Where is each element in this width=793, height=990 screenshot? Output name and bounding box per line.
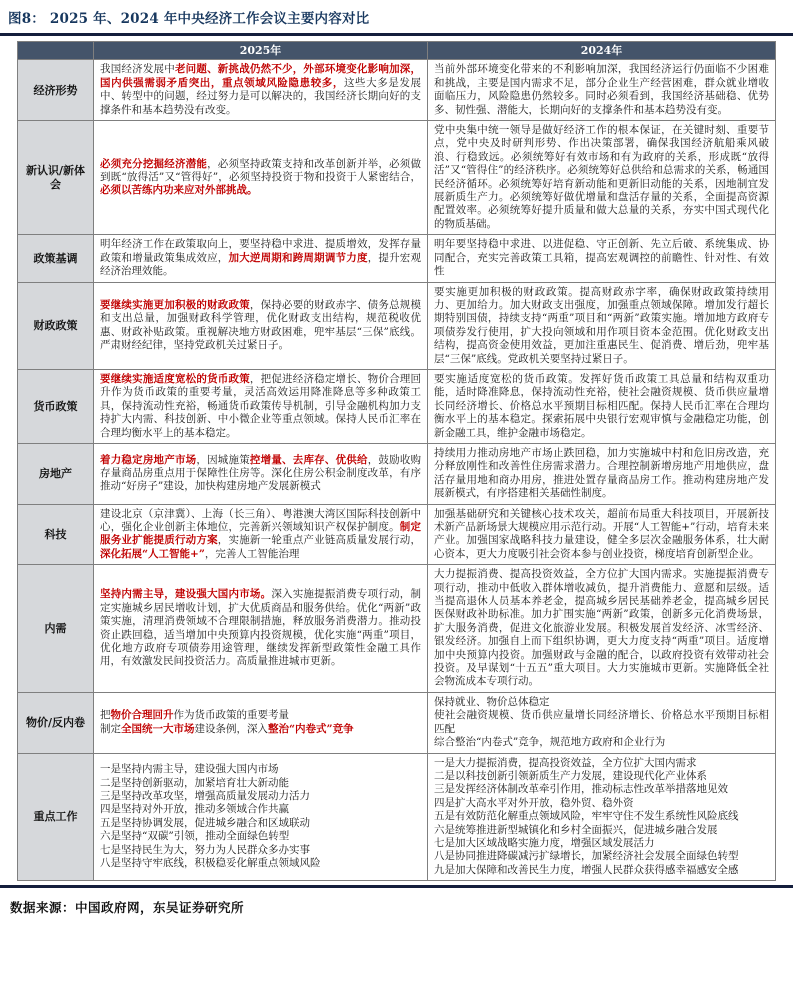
table-row (18, 753, 776, 881)
body-text: 保持就业、物价总体稳定 (434, 695, 550, 708)
cell-paragraph (100, 723, 421, 736)
cell-paragraph (434, 824, 769, 837)
table-row (18, 565, 776, 693)
comparison-table (17, 41, 776, 881)
cell-paragraph (100, 63, 421, 117)
highlighted-text: 要继续实施更加积极的财政政策 (100, 298, 250, 311)
highlighted-text: 全国统一大市场 (121, 722, 195, 735)
body-text: 这些大多是发展中、转型中的问题，经过努力是可以解决的，我国经济长期向好的支撑条件和基本趋势没有改变。 (100, 76, 422, 116)
cell-2024 (428, 753, 776, 881)
table-row (18, 443, 776, 504)
cell-paragraph (100, 790, 421, 803)
cell-2024 (428, 121, 776, 235)
cell-paragraph (100, 817, 421, 830)
cell-2024 (428, 692, 776, 753)
highlighted-text: 老问题、新挑战仍然不少，外部环境变化影响加深，国内供强需弱矛盾突出，重点领域风险隐患较多， (100, 63, 422, 89)
body-text: ，保持必要的财政赤字、债务总规模和支出总量，加强财政科学管理，优化财政支出结构，规范税收优惠、财政补贴政策。重视解决地方财政困难，兜牢基层“三保”底线。严肃财经纪律，坚持党政机关过紧日子。 (100, 298, 422, 352)
figure-title: 图8： 2025 年、2024 年中央经济工作会议主要内容对比 (8, 11, 370, 27)
cell-2024 (428, 565, 776, 693)
body-text: ，完善人工智能治理 (204, 547, 300, 560)
body-text: 九是加大保障和改善民生力度，增强人民群众获得感幸福感安全感 (434, 863, 739, 876)
cell-paragraph (434, 373, 769, 440)
row-label: 经济形势 (18, 60, 94, 121)
header-2025: 2025年 (94, 42, 428, 60)
highlighted-text: 物价合理回升 (110, 709, 174, 722)
body-text: 五是坚持协调发展，促进城乡融合和区域联动 (100, 816, 310, 829)
cell-paragraph (100, 844, 421, 857)
table-row (18, 504, 776, 565)
body-text: 我国经济发展中 (100, 63, 175, 76)
body-text: ，把促进经济稳定增长、物价合理回升作为货币政策的重要考量，灵活高效运用降准降息等多种政策工具，保持流动性充裕，畅通货币政策传导机制，引导金融机构加力支持扩大内需、科技创新、中小微企业等重点领域。保持人民币汇率在合理均衡水平上的基本稳定。 (100, 372, 422, 439)
body-text: 明年要坚持稳中求进、以进促稳、守正创新、先立后破、系统集成、协同配合，充实完善政策工具箱，提高宏观调控的前瞻性、针对性、有效性 (434, 238, 769, 278)
header-empty-cell (18, 42, 94, 60)
cell-paragraph (434, 736, 769, 749)
cell-2025 (94, 282, 428, 369)
cell-2025 (94, 504, 428, 565)
row-label: 货币政策 (18, 369, 94, 443)
highlighted-text: 加大逆周期和跨周期调节力度 (228, 251, 368, 264)
body-text: 当前外部环境变化带来的不利影响加深，我国经济运行仍面临不少困难和挑战，主要是国内需求不足，部分企业生产经营困难，群众就业增收面临压力，风险隐患仍然较多。同时必须看到，我国经济基础稳、优势多、韧性强、潜能大，长期向好的支撑条件和基本趋势没有变。 (434, 63, 769, 116)
cell-2024 (428, 443, 776, 504)
body-text: 一是大力提振消费，提高投资效益，全方位扩大国内需求 (434, 756, 697, 769)
cell-2025 (94, 60, 428, 121)
cell-paragraph (434, 770, 769, 783)
table-row (18, 235, 776, 282)
cell-2025 (94, 121, 428, 235)
cell-2025 (94, 369, 428, 443)
body-text: 一是坚持内需主导，建设强大国内市场 (100, 763, 279, 776)
body-text: 要实施适度宽松的货币政策。发挥好货币政策工具总量和结构双重功能，适时降准降息，保持流动性充裕，使社会融资规模、货币供应量增长同经济增长、价格总水平预期目标相匹配。保持人民币汇率在合理均衡水平上的基本稳定。探索拓展中央银行宏观审慎与金融稳定功能，创新金融工具，维护金融市场稳定。 (434, 372, 769, 439)
body-text: 大力提振消费、提高投资效益，全方位扩大国内需求。实施提振消费专项行动，推动中低收入群体增收减负，提升消费能力、意愿和层级。适当提高退休人员基本养老金，提高城乡居民基础养老金，提高城乡居民医保财政补助标准。加力扩围实施“两新”政策，创新多元化消费场景，扩大服务消费，促进文化旅游业发展。积极发展首发经济、冰雪经济、银发经济。加强自上而下组织协调，更大力度支持“两重”项目。适度增加中央预算内投资。加强财政与金融的配合，以政府投资有效带动社会投资。及早谋划“十五五”重大项目。大力实施城市更新。实施降低全社会物流成本专项行动。 (434, 568, 769, 688)
body-text: 作为货币政策的重要考量 (173, 709, 289, 722)
body-text: 使社会融资规模、货币供应量增长同经济增长、价格总水平预期目标相匹配 (434, 709, 769, 735)
highlighted-text: 深化拓展“人工智能+” (100, 547, 205, 560)
body-text: 制定 (100, 722, 121, 735)
body-text: 五是有效防范化解重点领域风险，牢牢守住不发生系统性风险底线 (434, 810, 739, 823)
highlighted-text: 要继续实施适度宽松的货币政策 (100, 372, 250, 385)
cell-paragraph (434, 783, 769, 796)
highlighted-text: 整治“内卷式”竞争 (268, 722, 354, 735)
cell-2025 (94, 753, 428, 881)
body-text: ，实施新一轮重点产业链高质量发展行动， (217, 534, 422, 547)
cell-paragraph (434, 757, 769, 770)
cell-paragraph (434, 810, 769, 823)
data-source: 数据来源：中国政府网，东吴证券研究所 (10, 900, 245, 916)
table-row (18, 369, 776, 443)
highlighted-text: 必须充分挖掘经济潜能 (100, 157, 208, 170)
cell-paragraph (100, 830, 421, 843)
table-row (18, 692, 776, 753)
cell-paragraph (100, 857, 421, 870)
highlighted-text: 制定服务业扩能提质行动方案 (100, 521, 422, 547)
row-label: 重点工作 (18, 753, 94, 881)
cell-2024 (428, 504, 776, 565)
table-row (18, 282, 776, 369)
body-text: 八是坚持守牢底线，积极稳妥化解重点领域风险 (100, 857, 321, 870)
cell-paragraph (434, 238, 769, 278)
highlighted-text: 坚持内需主导，建设强大国内市场。 (100, 588, 272, 601)
cell-paragraph (100, 373, 421, 440)
cell-paragraph (100, 299, 421, 353)
body-text: 八是协同推进降碳减污扩绿增长，加紧经济社会发展全面绿色转型 (434, 850, 739, 863)
body-text: 四是扩大高水平对外开放，稳外贸、稳外资 (434, 796, 634, 809)
cell-paragraph (434, 568, 769, 689)
body-text: 七是加大区域战略实施力度，增强区域发展活力 (434, 836, 655, 849)
body-text: 二是以科技创新引领新质生产力发展，建设现代化产业体系 (434, 769, 707, 782)
cell-paragraph (100, 238, 421, 278)
body-text: 三是坚持改革攻坚，增强高质量发展动力活力 (100, 790, 310, 803)
row-label: 科技 (18, 504, 94, 565)
cell-paragraph (434, 124, 769, 231)
body-text: 四是坚持对外开放，推动多领域合作共赢 (100, 803, 289, 816)
body-text: ，必须坚持政策支持和改革创新并举，必须做到既“放得活”又“管得好”，必须坚持投资于物和投资于人紧密结合， (100, 157, 422, 183)
body-text: 党中央集中统一领导是做好经济工作的根本保证，在关键时刻、重要节点，党中央及时研判形势、作出决策部署，确保我国经济航船乘风破浪、行稳致远。必须统筹好有效市场和有为政府的关系，形成既“放得活”又“管得住”的经济秩序。必须统筹好总供给和总需求的关系，畅通国民经济循环。必须统筹好培育新动能和更新旧动能的关系，因地制宜发展新质生产力。必须统筹好做优增量和盘活存量的关系，全面提高资源配置效率。必须统筹好提升质量和做大总量的关系，夯实中国式现代化的物质基础。 (434, 124, 769, 230)
body-text: 把 (100, 709, 111, 722)
body-text: 三是发挥经济体制改革牵引作用，推动标志性改革举措落地见效 (434, 783, 728, 796)
table-row (18, 60, 776, 121)
cell-2025 (94, 692, 428, 753)
cell-2024 (428, 369, 776, 443)
cell-paragraph (434, 63, 769, 117)
cell-paragraph (434, 709, 769, 736)
cell-paragraph (434, 508, 769, 562)
table-header-row (18, 42, 776, 60)
body-text: 建设北京（京津冀）、上海（长三角）、粤港澳大湾区国际科技创新中心，强化企业创新主体地位，完善新兴领域知识产权保护制度。 (100, 507, 421, 533)
row-label: 物价/反内卷 (18, 692, 94, 753)
body-text: 六是统筹推进新型城镇化和乡村全面振兴，促进城乡融合发展 (434, 823, 718, 836)
body-text: 综合整治“内卷式”竞争，规范地方政府和企业行为 (434, 736, 666, 749)
cell-2025 (94, 235, 428, 282)
cell-2024 (428, 235, 776, 282)
cell-paragraph (434, 864, 769, 877)
body-text: 六是坚持“双碳”引领，推动全面绿色转型 (100, 830, 290, 843)
cell-paragraph (434, 286, 769, 366)
body-text: 深入实施提振消费专项行动，制定实施城乡居民增收计划，扩大优质商品和服务供给。优化“两新”政策实施，清理消费领域不合理限制措施，释放服务消费潜力。推动投资止跌回稳，适当增加中央预算内投资规模，优化实施“两重”项目，优化地方政府专项债券用途管理，继续发挥新型政策性金融工具作用，有效激发民间投资活力。高质量推进城市更新。 (100, 588, 422, 668)
row-label: 政策基调 (18, 235, 94, 282)
title-divider (0, 33, 793, 36)
body-text: ，鼓励收购存量商品房重点用于保障性住房等。深化住房公积金制度改革，有序推动“好房子”建设，加快构建房地产发展新模式 (100, 453, 422, 493)
body-text: 要实施更加积极的财政政策。提高财政赤字率，确保财政政策持续用力、更加给力。加大财政支出强度，加强重点领域保障。增加发行超长期特别国债，持续支持“两重”项目和“两新”政策实施。增加地方政府专项债券发行使用，扩大投向领域和用作项目资本金范围。优化财政支出结构，提高资金使用效益，更加注重惠民生、促消费、增后劲，兜牢基层“三保”底线。党政机关要坚持过紧日子。 (434, 285, 769, 365)
cell-paragraph (434, 850, 769, 863)
cell-paragraph (100, 763, 421, 776)
cell-paragraph (100, 454, 421, 494)
cell-paragraph (100, 777, 421, 790)
body-text: 建设条例，深入 (194, 722, 268, 735)
highlighted-text: 控增量、去库存、优供给 (249, 453, 368, 466)
body-text: 加强基础研究和关键核心技术攻关，超前布局重大科技项目，开展新技术新产品新场景大规模应用示范行动。开展“人工智能+”行动，培育未来产业。加强国家战略科技力量建设，健全多层次金融服务体系，壮大耐心资本，更大力度吸引社会资本参与创业投资，梯度培育创新型企业。 (434, 507, 769, 560)
row-label: 新认识/新体会 (18, 121, 94, 235)
table-row (18, 121, 776, 235)
body-text: 二是坚持创新驱动，加紧培育壮大新动能 (100, 776, 289, 789)
body-text: ，提升宏观经济治理效能。 (100, 251, 422, 278)
cell-2024 (428, 282, 776, 369)
cell-paragraph (100, 508, 421, 562)
cell-2025 (94, 443, 428, 504)
body-text: 明年经济工作在政策取向上，要坚持稳中求进、提质增效，发挥存量政策和增量政策集成效应， (100, 238, 421, 264)
header-2024: 2024年 (428, 42, 776, 60)
cell-paragraph (100, 158, 421, 198)
body-text: 七是坚持民生为大，努力为人民群众多办实事 (100, 843, 310, 856)
row-label: 内需 (18, 565, 94, 693)
cell-paragraph (434, 797, 769, 810)
body-text: ，因城施策 (196, 453, 250, 466)
body-text: 持续用力推动房地产市场止跌回稳，加力实施城中村和危旧房改造，充分释放刚性和改善性住房需求潜力。合理控制新增房地产用地供应，盘活存量用地和商办用房，推进处置存量商品房工作。推动构建房地产发展新模式，有序搭建相关基础性制度。 (434, 446, 769, 500)
cell-paragraph (100, 588, 421, 668)
cell-paragraph (434, 447, 769, 501)
cell-2024 (428, 60, 776, 121)
cell-2025 (94, 565, 428, 693)
cell-paragraph (434, 696, 769, 709)
cell-paragraph (100, 709, 421, 722)
row-label: 房地产 (18, 443, 94, 504)
highlighted-text: 着力稳定房地产市场 (100, 453, 197, 466)
row-label: 财政政策 (18, 282, 94, 369)
cell-paragraph (100, 803, 421, 816)
highlighted-text: 必须以苦练内功来应对外部挑战。 (100, 184, 258, 197)
cell-paragraph (434, 837, 769, 850)
